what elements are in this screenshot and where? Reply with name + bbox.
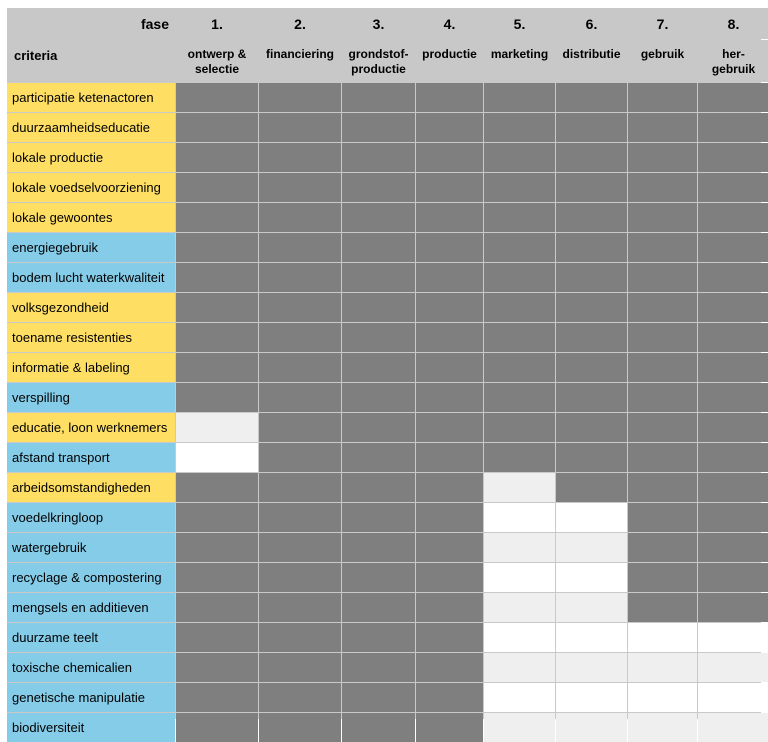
matrix-cell <box>628 263 697 292</box>
matrix-cell <box>698 83 768 112</box>
matrix-cell <box>556 173 627 202</box>
phase-name-1 <box>176 40 258 82</box>
matrix-cell <box>342 263 415 292</box>
matrix-cell <box>259 563 341 592</box>
phase-name-5: marketing <box>484 40 555 82</box>
matrix-cell <box>628 383 697 412</box>
matrix-cell <box>342 473 415 502</box>
matrix-cell <box>698 143 768 172</box>
matrix-cell <box>484 563 555 592</box>
matrix-cell <box>342 443 415 472</box>
criterion-label: arbeidsomstandigheden <box>7 473 175 502</box>
matrix-cell <box>259 533 341 562</box>
matrix-cell <box>176 443 258 472</box>
matrix-cell <box>698 203 768 232</box>
matrix-cell <box>628 443 697 472</box>
matrix-cell <box>628 623 697 652</box>
matrix-cell <box>176 473 258 502</box>
matrix-cell <box>484 653 555 682</box>
matrix-cell <box>484 683 555 712</box>
matrix-cell <box>556 233 627 262</box>
matrix-cell <box>342 563 415 592</box>
phase-name-text: grondstof- productie <box>348 47 409 76</box>
matrix-cell <box>259 263 341 292</box>
matrix-cell <box>259 623 341 652</box>
matrix-cell <box>628 113 697 142</box>
matrix-cell <box>416 113 483 142</box>
matrix-cell <box>484 413 555 442</box>
criterion-label: toxische chemicalien <box>7 653 175 682</box>
matrix-cell <box>259 293 341 322</box>
matrix-cell <box>484 593 555 622</box>
matrix-cell <box>556 323 627 352</box>
criterion-label: recyclage & compostering <box>7 563 175 592</box>
criteria-header-label: criteria <box>7 40 175 82</box>
criterion-label: duurzaamheidseducatie <box>7 113 175 142</box>
matrix-cell <box>628 353 697 382</box>
matrix-cell <box>484 503 555 532</box>
matrix-cell <box>556 713 627 742</box>
matrix-cell <box>259 233 341 262</box>
matrix-cell <box>556 683 627 712</box>
phase-name-8 <box>698 40 768 82</box>
matrix-cell <box>176 503 258 532</box>
matrix-cell <box>484 473 555 502</box>
matrix-cell <box>556 563 627 592</box>
criterion-label: afstand transport <box>7 443 175 472</box>
matrix-cell <box>259 203 341 232</box>
matrix-cell <box>556 653 627 682</box>
criterion-label: toename resistenties <box>7 323 175 352</box>
matrix-cell <box>556 623 627 652</box>
matrix-cell <box>484 713 555 742</box>
matrix-cell <box>556 443 627 472</box>
matrix-cell <box>484 113 555 142</box>
matrix-cell <box>176 683 258 712</box>
matrix-cell <box>628 203 697 232</box>
matrix-cell <box>342 383 415 412</box>
matrix-cell <box>259 473 341 502</box>
matrix-cell <box>628 503 697 532</box>
matrix-cell <box>416 413 483 442</box>
matrix-cell <box>416 353 483 382</box>
matrix-cell <box>628 323 697 352</box>
phase-name-6: distributie <box>556 40 627 82</box>
matrix-cell <box>698 503 768 532</box>
matrix-cell <box>556 83 627 112</box>
matrix-cell <box>556 413 627 442</box>
matrix-cell <box>416 173 483 202</box>
phase-number-3: 3. <box>342 8 415 39</box>
matrix-cell <box>342 593 415 622</box>
matrix-cell <box>698 713 768 742</box>
matrix-cell <box>342 713 415 742</box>
matrix-cell <box>484 83 555 112</box>
criterion-label: mengsels en additieven <box>7 593 175 622</box>
matrix-cell <box>176 563 258 592</box>
matrix-cell <box>176 293 258 322</box>
matrix-cell <box>342 533 415 562</box>
matrix-cell <box>416 233 483 262</box>
matrix-cell <box>416 713 483 742</box>
matrix-cell <box>628 173 697 202</box>
matrix-cell <box>698 593 768 622</box>
matrix-cell <box>628 653 697 682</box>
phase-number-1: 1. <box>176 8 258 39</box>
matrix-cell <box>342 683 415 712</box>
matrix-cell <box>416 143 483 172</box>
matrix-cell <box>416 653 483 682</box>
matrix-cell <box>556 503 627 532</box>
matrix-cell <box>484 203 555 232</box>
matrix-cell <box>698 443 768 472</box>
matrix-cell <box>484 233 555 262</box>
criterion-label: volksgezondheid <box>7 293 175 322</box>
matrix-cell <box>628 143 697 172</box>
matrix-cell <box>176 323 258 352</box>
matrix-cell <box>484 623 555 652</box>
matrix-cell <box>259 413 341 442</box>
criterion-label: biodiversiteit <box>7 713 175 742</box>
matrix-cell <box>556 593 627 622</box>
matrix-cell <box>176 593 258 622</box>
matrix-cell <box>484 323 555 352</box>
matrix-cell <box>698 233 768 262</box>
matrix-cell <box>628 563 697 592</box>
matrix-cell <box>556 113 627 142</box>
matrix-cell <box>484 293 555 322</box>
matrix-cell <box>556 263 627 292</box>
matrix-cell <box>416 263 483 292</box>
matrix-cell <box>176 713 258 742</box>
matrix-cell <box>698 683 768 712</box>
matrix-cell <box>342 353 415 382</box>
matrix-cell <box>698 263 768 292</box>
matrix-cell <box>259 593 341 622</box>
matrix-cell <box>259 143 341 172</box>
criterion-label: lokale productie <box>7 143 175 172</box>
matrix-cell <box>416 473 483 502</box>
matrix-cell <box>556 353 627 382</box>
matrix-cell <box>176 623 258 652</box>
matrix-cell <box>342 173 415 202</box>
phase-name-4: productie <box>416 40 483 82</box>
criterion-label: watergebruik <box>7 533 175 562</box>
matrix-cell <box>698 533 768 562</box>
matrix-cell <box>698 323 768 352</box>
matrix-cell <box>342 323 415 352</box>
matrix-cell <box>556 293 627 322</box>
matrix-cell <box>698 293 768 322</box>
matrix-cell <box>259 383 341 412</box>
matrix-cell <box>484 443 555 472</box>
criterion-label: educatie, loon werknemers <box>7 413 175 442</box>
matrix-cell <box>259 173 341 202</box>
matrix-cell <box>416 293 483 322</box>
matrix-cell <box>342 83 415 112</box>
matrix-cell <box>342 503 415 532</box>
matrix-cell <box>416 623 483 652</box>
matrix-cell <box>484 143 555 172</box>
matrix-cell <box>698 173 768 202</box>
matrix-cell <box>628 533 697 562</box>
phase-name-text: ontwerp & selectie <box>187 47 247 76</box>
matrix-cell <box>416 503 483 532</box>
phase-name-3 <box>342 40 415 82</box>
phase-name-text: her- gebruik <box>711 47 756 76</box>
matrix-cell <box>416 83 483 112</box>
criterion-label: genetische manipulatie <box>7 683 175 712</box>
matrix-cell <box>176 83 258 112</box>
matrix-cell <box>416 563 483 592</box>
matrix-cell <box>259 113 341 142</box>
matrix-cell <box>628 473 697 502</box>
matrix-cell <box>259 503 341 532</box>
matrix-cell <box>259 713 341 742</box>
matrix-cell <box>342 203 415 232</box>
matrix-cell <box>556 473 627 502</box>
criterion-label: participatie ketenactoren <box>7 83 175 112</box>
matrix-cell <box>416 533 483 562</box>
matrix-cell <box>628 233 697 262</box>
matrix-cell <box>628 683 697 712</box>
matrix-cell <box>342 233 415 262</box>
matrix-cell <box>556 203 627 232</box>
criterion-label: energiegebruik <box>7 233 175 262</box>
matrix-cell <box>176 233 258 262</box>
matrix-cell <box>484 353 555 382</box>
matrix-cell <box>556 143 627 172</box>
matrix-cell <box>416 383 483 412</box>
matrix-cell <box>176 353 258 382</box>
matrix-cell <box>342 413 415 442</box>
matrix-cell <box>484 263 555 292</box>
matrix-cell <box>628 593 697 622</box>
matrix-cell <box>176 653 258 682</box>
criterion-label: informatie & labeling <box>7 353 175 382</box>
phase-number-6: 6. <box>556 8 627 39</box>
matrix-cell <box>259 323 341 352</box>
matrix-cell <box>628 293 697 322</box>
criterion-label: verspilling <box>7 383 175 412</box>
matrix-cell <box>176 413 258 442</box>
phase-name-2: financiering <box>259 40 341 82</box>
matrix-cell <box>416 203 483 232</box>
matrix-cell <box>556 383 627 412</box>
phase-number-8: 8. <box>698 8 768 39</box>
matrix-cell <box>416 443 483 472</box>
criterion-label: lokale gewoontes <box>7 203 175 232</box>
matrix-cell <box>342 293 415 322</box>
matrix-cell <box>484 173 555 202</box>
matrix-cell <box>416 683 483 712</box>
matrix-cell <box>259 683 341 712</box>
matrix-cell <box>628 713 697 742</box>
matrix-cell <box>176 203 258 232</box>
matrix-cell <box>176 143 258 172</box>
matrix-cell <box>259 653 341 682</box>
phase-number-4: 4. <box>416 8 483 39</box>
matrix-cell <box>259 353 341 382</box>
matrix-cell <box>416 593 483 622</box>
matrix-cell <box>556 533 627 562</box>
matrix-cell <box>259 83 341 112</box>
criteria-phase-table <box>7 8 761 735</box>
matrix-cell <box>176 263 258 292</box>
matrix-cell <box>698 473 768 502</box>
criterion-label: duurzame teelt <box>7 623 175 652</box>
matrix-cell <box>342 143 415 172</box>
phase-number-5: 5. <box>484 8 555 39</box>
matrix-cell <box>698 383 768 412</box>
matrix-cell <box>698 623 768 652</box>
fase-header-label: fase <box>7 8 175 39</box>
criterion-label: bodem lucht waterkwaliteit <box>7 263 175 292</box>
matrix-cell <box>259 443 341 472</box>
matrix-cell <box>628 83 697 112</box>
matrix-cell <box>416 323 483 352</box>
matrix-cell <box>698 413 768 442</box>
matrix-cell <box>698 113 768 142</box>
criterion-label: lokale voedselvoorziening <box>7 173 175 202</box>
matrix-cell <box>176 383 258 412</box>
matrix-cell <box>698 353 768 382</box>
matrix-cell <box>176 173 258 202</box>
matrix-cell <box>628 413 697 442</box>
matrix-cell <box>176 533 258 562</box>
matrix-cell <box>176 113 258 142</box>
matrix-cell <box>484 533 555 562</box>
matrix-cell <box>342 113 415 142</box>
matrix-cell <box>342 623 415 652</box>
matrix-cell <box>698 563 768 592</box>
matrix-cell <box>698 653 768 682</box>
matrix-cell <box>342 653 415 682</box>
phase-number-2: 2. <box>259 8 341 39</box>
phase-number-7: 7. <box>628 8 697 39</box>
matrix-cell <box>484 383 555 412</box>
criterion-label: voedelkringloop <box>7 503 175 532</box>
phase-name-7: gebruik <box>628 40 697 82</box>
